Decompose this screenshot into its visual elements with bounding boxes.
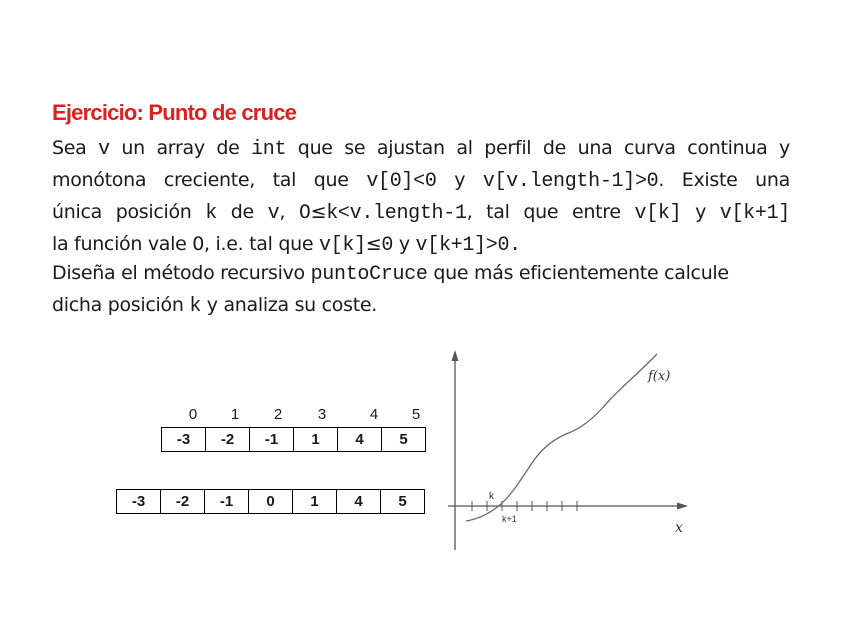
array-cell: 5 <box>381 490 425 514</box>
x-axis-label: x <box>675 520 683 536</box>
text-fragment: . Existe una <box>658 169 790 191</box>
code-fragment: v[v.length-1]>0 <box>482 170 659 193</box>
code-fragment: puntoCruce <box>310 263 428 286</box>
code-fragment: v[k] <box>318 234 366 257</box>
function-curve <box>466 354 657 521</box>
text-fragment: que se ajustan al perfil de una curva continua y <box>286 137 790 159</box>
array-cell: -3 <box>162 428 206 452</box>
array-cell: 4 <box>338 428 382 452</box>
array-index: 2 <box>273 406 283 423</box>
array-index: 0 <box>188 406 198 423</box>
array-cell: 1 <box>293 490 337 514</box>
code-fragment: v <box>267 202 280 225</box>
code-fragment: k<v.length-1 <box>326 202 467 225</box>
curve-label: f(x) <box>648 369 671 384</box>
array-cell: 0 <box>249 490 293 514</box>
text-fragment: dicha posición <box>52 294 190 316</box>
array-cell: -2 <box>206 428 250 452</box>
code-fragment: v <box>98 138 110 161</box>
text-fragment: ≤ <box>365 233 382 255</box>
k-plus-1-label: k+1 <box>502 514 517 524</box>
text-fragment: de <box>217 201 268 223</box>
array-cell: 4 <box>337 490 381 514</box>
text-fragment: que más eficientemente calcule <box>427 262 729 284</box>
text-fragment: y <box>393 233 416 255</box>
text-fragment: y analiza su coste. <box>201 294 378 316</box>
text-fragment: un array de <box>109 137 252 159</box>
text-fragment: y <box>681 201 720 223</box>
text-fragment: la función vale 0, i.e. tal que <box>52 233 319 255</box>
array-cell: -2 <box>161 490 205 514</box>
code-fragment: v[k+1] <box>719 202 790 225</box>
array-index: 1 <box>230 406 240 423</box>
array-cell: 5 <box>382 428 426 452</box>
text-fragment: monótona creciente, tal que <box>52 169 367 191</box>
text-fragment: , tal que entre <box>466 201 635 223</box>
text-fragment: Diseña el método recursivo <box>52 262 311 284</box>
code-fragment: v[k+1]>0. <box>415 234 521 257</box>
text-fragment: , 0≤ <box>279 201 327 223</box>
array-index: 3 <box>317 406 327 423</box>
code-fragment: v[k] <box>634 202 682 225</box>
array-index: 4 <box>369 406 379 423</box>
array-cell: 1 <box>294 428 338 452</box>
k-label: k <box>489 491 494 502</box>
text-fragment: y <box>436 169 483 191</box>
array-cell: -1 <box>250 428 294 452</box>
array-cell: -3 <box>117 490 161 514</box>
array-index: 5 <box>411 406 421 423</box>
code-fragment: v[0]<0 <box>366 170 437 193</box>
x-axis-arrow <box>677 503 688 510</box>
code-fragment: 0 <box>381 234 394 257</box>
array-cell: -1 <box>205 490 249 514</box>
text-fragment: Sea <box>52 137 99 159</box>
code-fragment: int <box>251 138 287 161</box>
text-fragment: única posición <box>52 201 206 223</box>
y-axis-arrow <box>452 350 459 361</box>
code-fragment: k <box>189 295 202 318</box>
code-fragment: k <box>205 202 217 225</box>
exercise-title: Ejercicio: Punto de cruce <box>52 100 297 125</box>
